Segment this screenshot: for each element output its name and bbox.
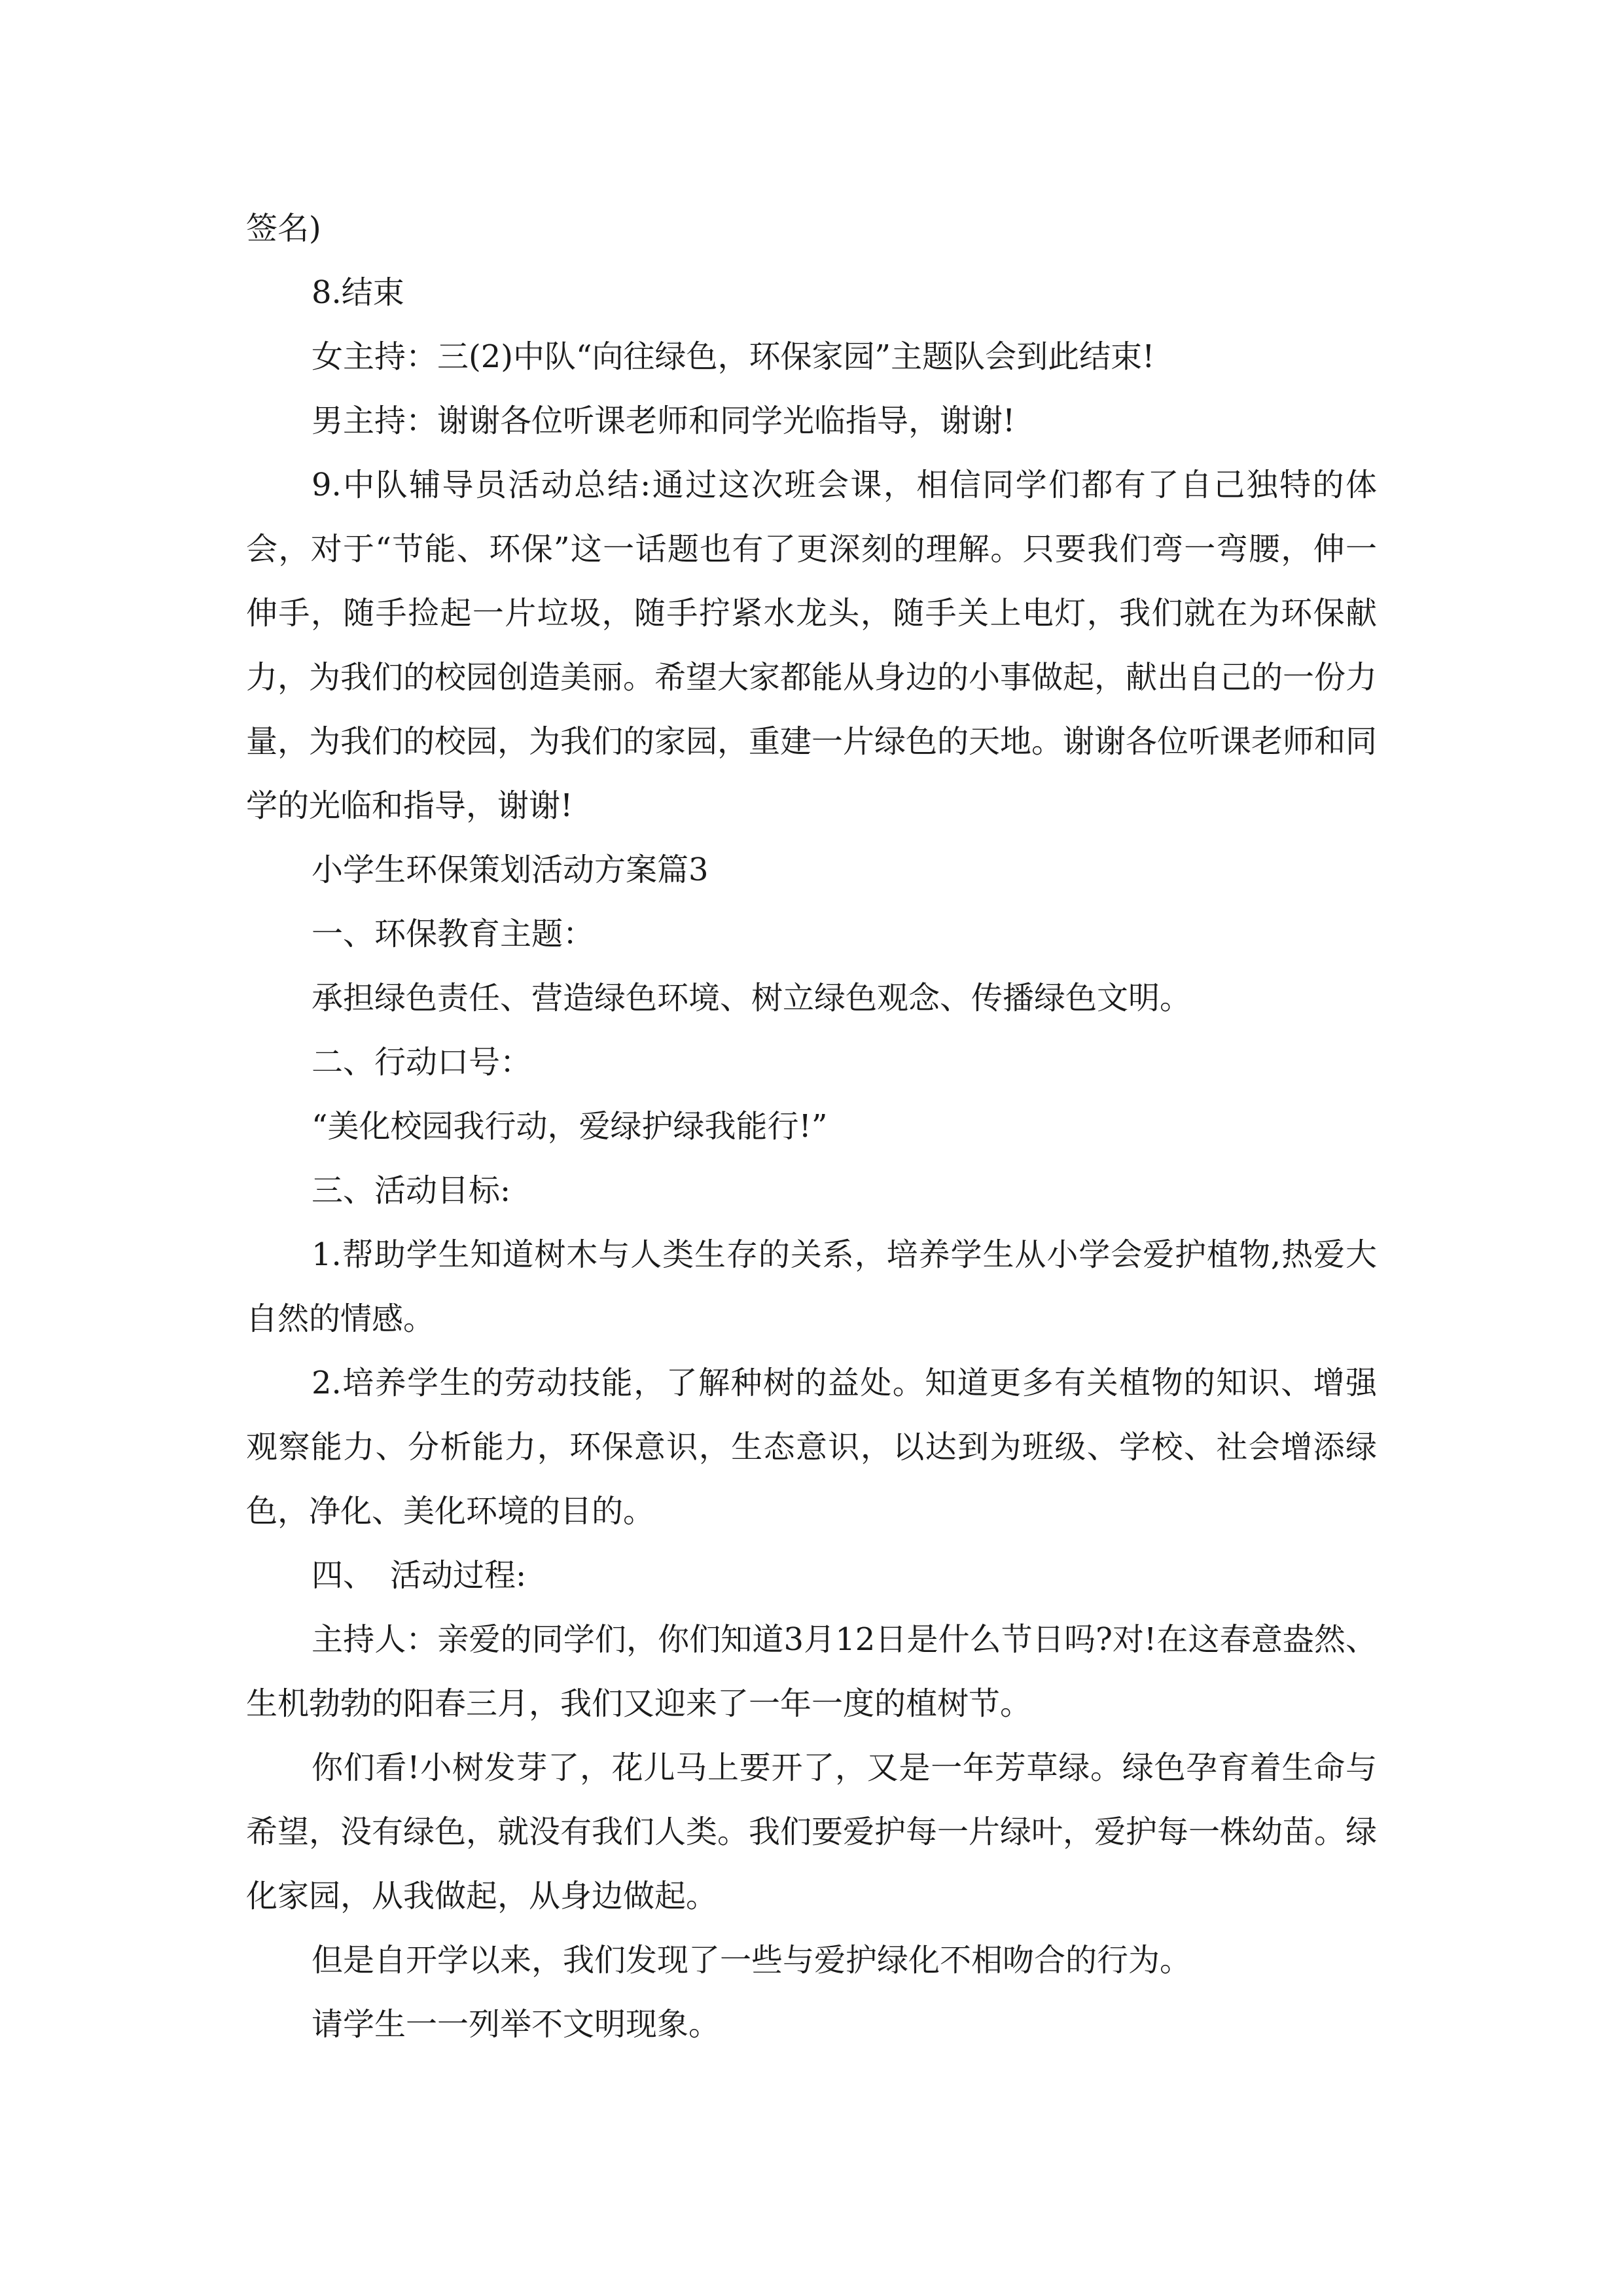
- paragraph-male-host: 男主持：谢谢各位听课老师和同学光临指导，谢谢!: [312, 403, 1016, 439]
- paragraph-but: 但是自开学以来，我们发现了一些与爱护绿化不相吻合的行为。: [312, 1942, 1192, 1979]
- heading-process: 四、 活动过程:: [312, 1557, 527, 1594]
- paragraph-goal-1: 1.帮助学生知道树木与人类生存的关系，培养学生从小学会爱护植物,热爱大自然的情感。: [246, 1236, 1377, 1337]
- paragraph-goal-2: 2.培养学生的劳动技能，了解种树的益处。知道更多有关植物的知识、增强观察能力、分析能力，环保意识，生态意识，以达到为班级、学校、社会增添绿色，净化、美化环境的目的。: [246, 1365, 1377, 1530]
- paragraph-female-host: 女主持：三(2)中队“向往绿色，环保家园”主题队会到此结束!: [312, 338, 1155, 375]
- section-title-plan-3: 小学生环保策划活动方案篇3: [312, 852, 709, 888]
- heading-slogan: 二、行动口号：: [312, 1044, 532, 1081]
- paragraph-step-8: 8.结束: [312, 274, 404, 311]
- paragraph-look: 你们看!小树发芽了，花儿马上要开了，又是一年芳草绿。绿色孕育着生命与希望，没有绿色，就没有我们人类。我们要爱护每一片绿叶，爱护每一株幼苗。绿化家园，从我做起，从身边做起。: [246, 1749, 1378, 1914]
- paragraph-signature-end: 签名): [246, 210, 321, 247]
- document-body: [246, 196, 1377, 2056]
- paragraph-slogan: “美化校园我行动，爱绿护绿我能行!”: [312, 1108, 828, 1145]
- heading-goals: 三、活动目标:: [312, 1172, 511, 1209]
- paragraph-list-behaviors: 请学生一一列举不文明现象。: [312, 2006, 721, 2043]
- paragraph-step-9-summary: 9.中队辅导员活动总结:通过这次班会课，相信同学们都有了自己独特的体会，对于“节能、环保”这一话题也有了更深刻的理解。只要我们弯一弯腰，伸一伸手，随手捡起一片垃圾，随手拧紧水龙头，随手关上电灯，我们就在为环保献力，为我们的校园创造美丽。希望大家都能从身边的小事做起，献出自己的一份力量，为我们的校园，为我们的家园，重建一片绿色的天地。谢谢各位听课老师和同学的光临和指导，谢谢!: [246, 467, 1378, 824]
- paragraph-host-intro: 主持人：亲爱的同学们，你们知道3月12日是什么节日吗?对!在这春意盎然、生机勃勃的阳春三月，我们又迎来了一年一度的植树节。: [246, 1621, 1377, 1722]
- paragraph-theme: 承担绿色责任、营造绿色环境、树立绿色观念、传播绿色文明。: [312, 980, 1192, 1016]
- heading-theme: 一、环保教育主题：: [312, 916, 595, 952]
